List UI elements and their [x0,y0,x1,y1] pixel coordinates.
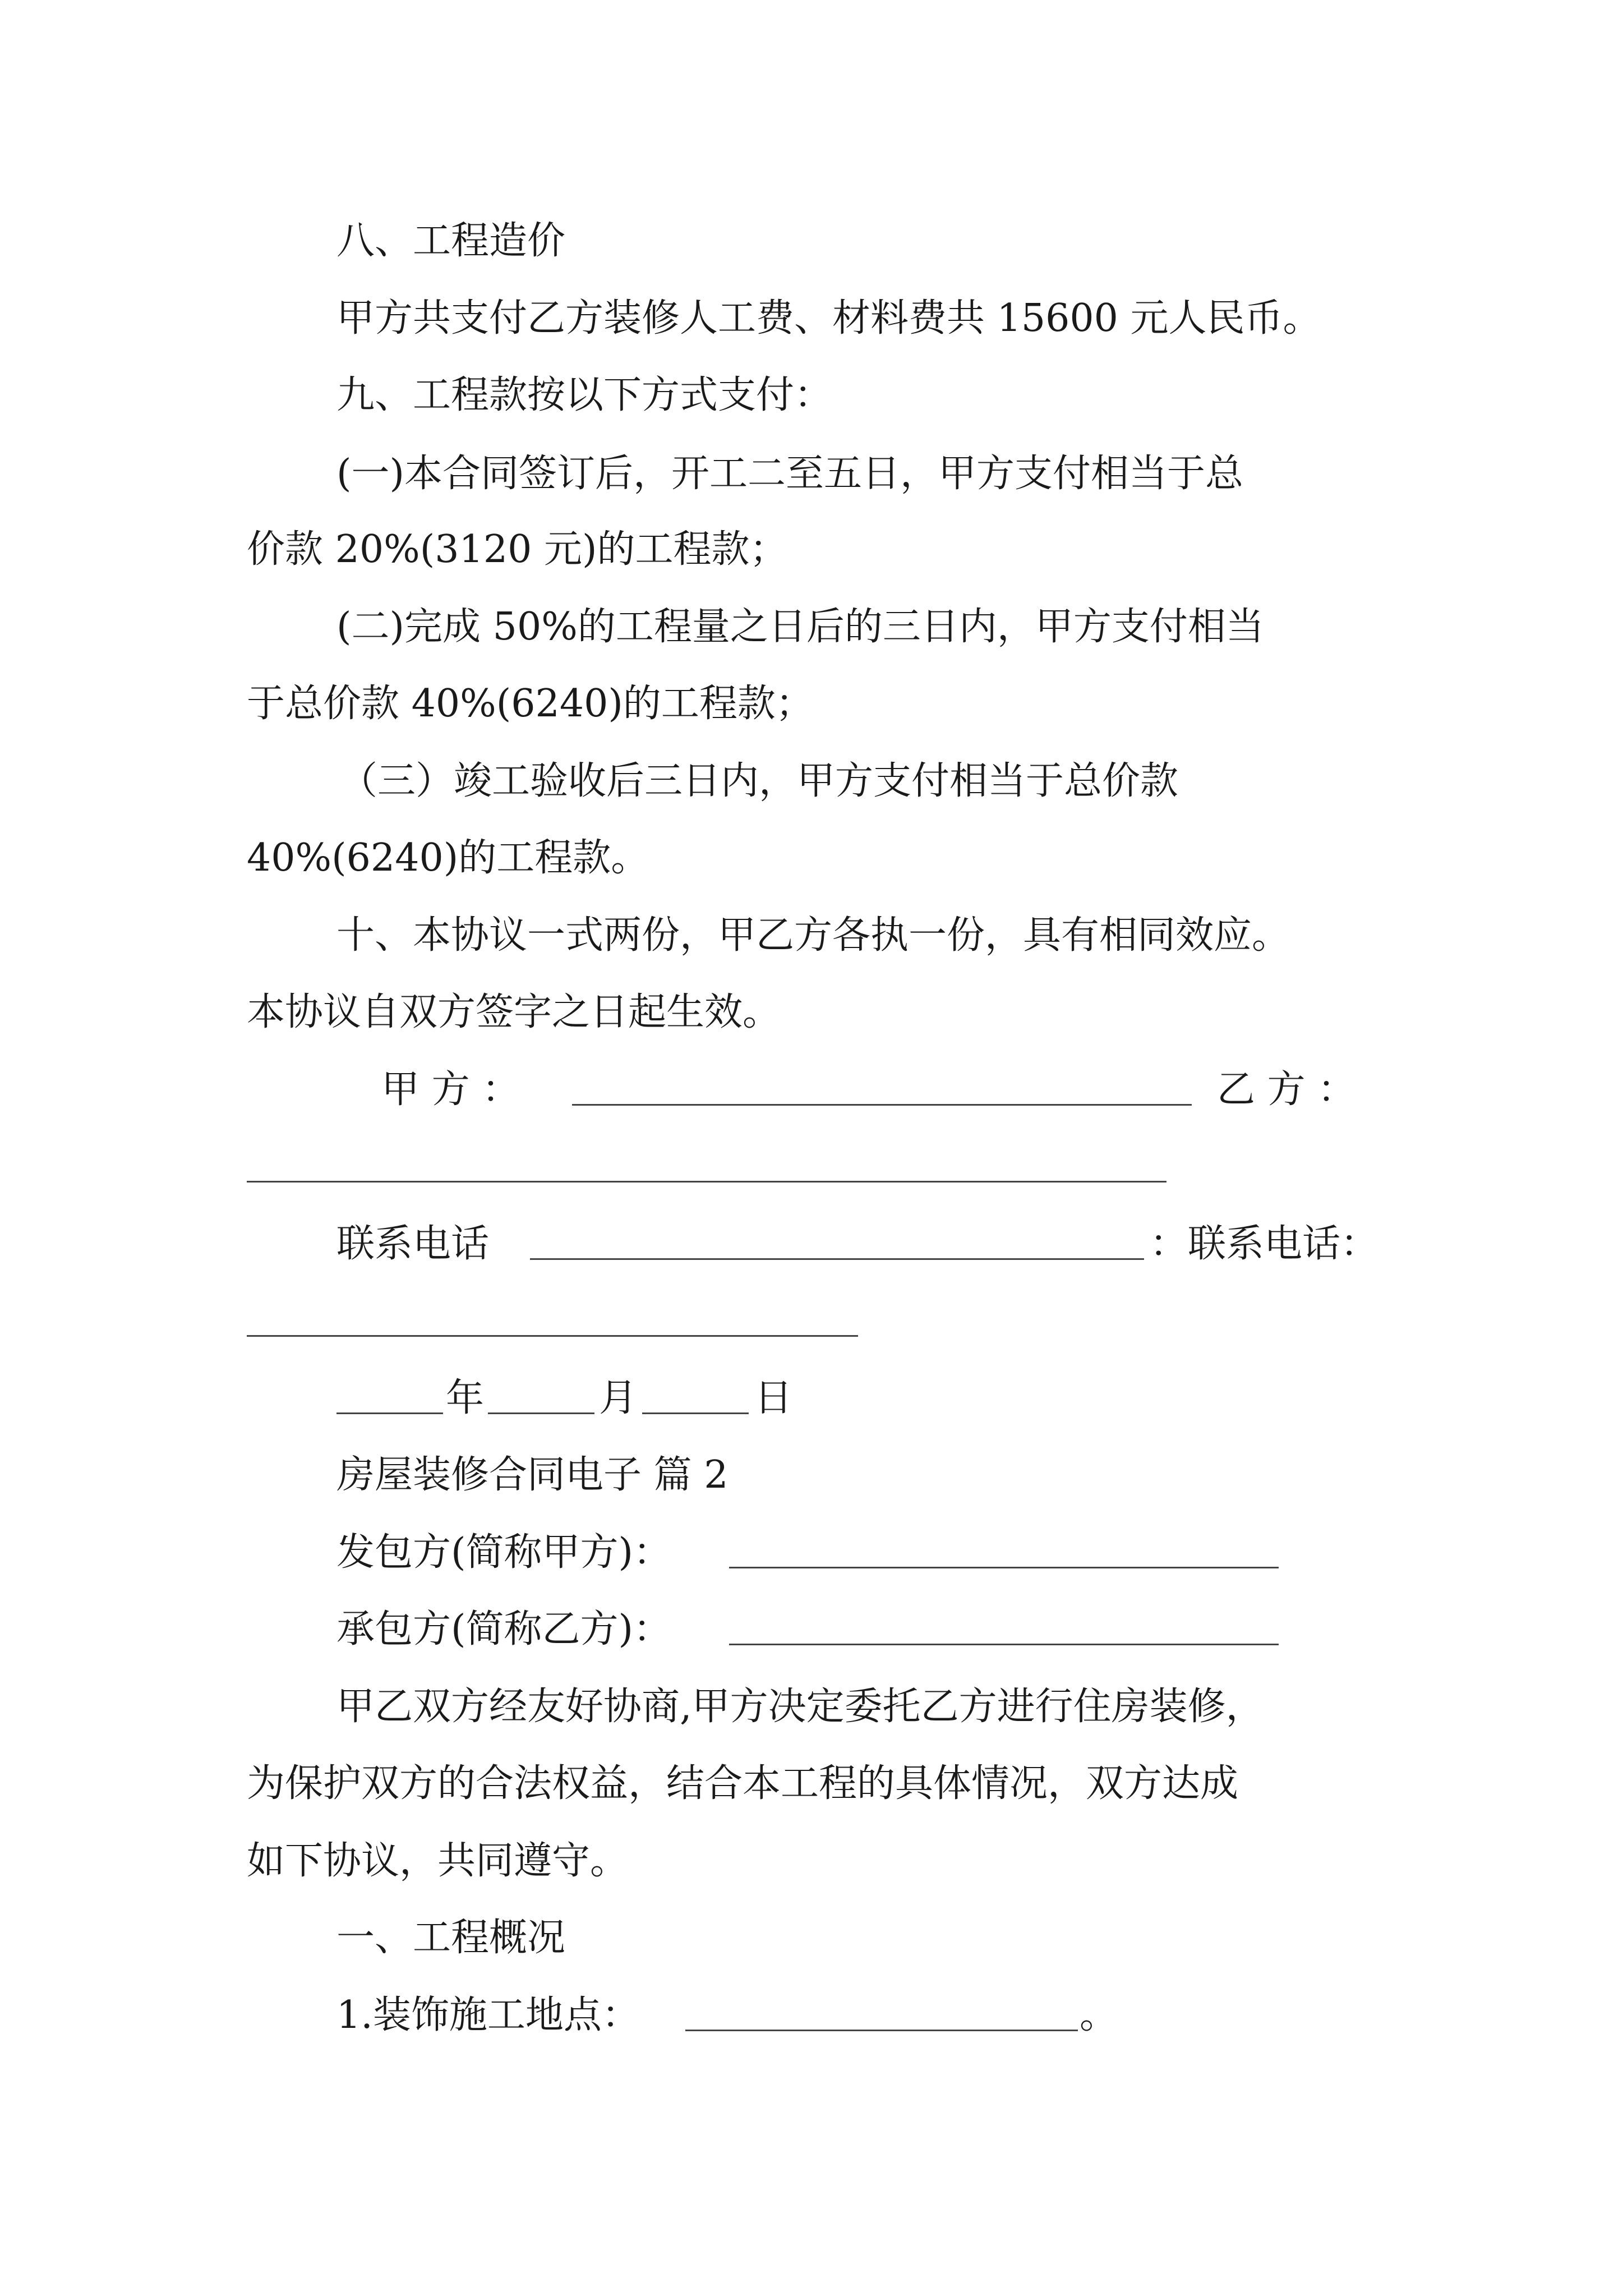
day-blank[interactable] [642,1412,749,1414]
contractor-blank[interactable] [729,1644,1279,1645]
clause-10-line2: 本协议自双方签字之日起生效。 [247,990,781,1034]
party-b-label: 乙 方 ： [1217,1068,1356,1112]
payment-clause-3-line2: 40%(6240)的工程款。 [247,836,649,880]
payment-clause-2-line1: (二)完成 50%的工程量之日后的三日内，甲方支付相当 [336,605,1264,649]
site-location-blank[interactable] [685,2030,1078,2031]
issuer-blank[interactable] [729,1567,1279,1568]
month-label: 月 [599,1376,638,1420]
heading-project-overview: 一、工程概况 [336,1916,566,1960]
party-a-blank[interactable] [572,1104,1192,1106]
payment-clause-2-line2: 于总价款 40%(6240)的工程款； [247,682,814,726]
intro-line3: 如下协议，共同遵守。 [247,1839,629,1883]
intro-line1: 甲乙双方经友好协商,甲方决定委托乙方进行住房装修， [336,1685,1264,1729]
day-label: 日 [754,1376,793,1420]
phone-a-label: 联系电话 [336,1222,490,1266]
section-title: 房屋装修合同电子 篇 2 [336,1453,728,1497]
phone-a-blank[interactable] [530,1258,1144,1260]
month-blank[interactable] [488,1412,594,1414]
year-blank[interactable] [336,1412,443,1414]
year-label: 年 [446,1376,485,1420]
site-location-label: 1.装饰施工地点： [336,1993,640,2037]
party-b-blank[interactable] [247,1181,1166,1182]
issuer-label: 发包方(简称甲方)： [336,1530,672,1575]
phone-b-blank[interactable] [247,1335,858,1337]
contractor-label: 承包方(简称乙方)： [336,1607,672,1651]
payment-total-text: 甲方共支付乙方装修人工费、材料费共 15600 元人民币。 [336,296,1321,341]
payment-clause-3-line1: （三）竣工验收后三日内，甲方支付相当于总价款 [339,759,1179,803]
payment-clause-1-line1: (一)本合同签订后，开工二至五日，甲方支付相当于总 [336,452,1244,496]
clause-10-line1: 十、本协议一式两份，甲乙方各执一份，具有相同效应。 [336,913,1290,958]
heading-payment-method: 九、工程款按以下方式支付： [336,373,833,417]
intro-line2: 为保护双方的合法权益，结合本工程的具体情况，双方达成 [247,1761,1239,1806]
site-location-end: 。 [1080,1993,1118,2037]
phone-b-label: ：联系电话： [1150,1222,1379,1266]
heading-project-cost: 八、工程造价 [336,219,566,263]
party-a-label: 甲 方 ： [381,1068,520,1112]
payment-clause-1-line2: 价款 20%(3120 元)的工程款； [247,527,788,572]
